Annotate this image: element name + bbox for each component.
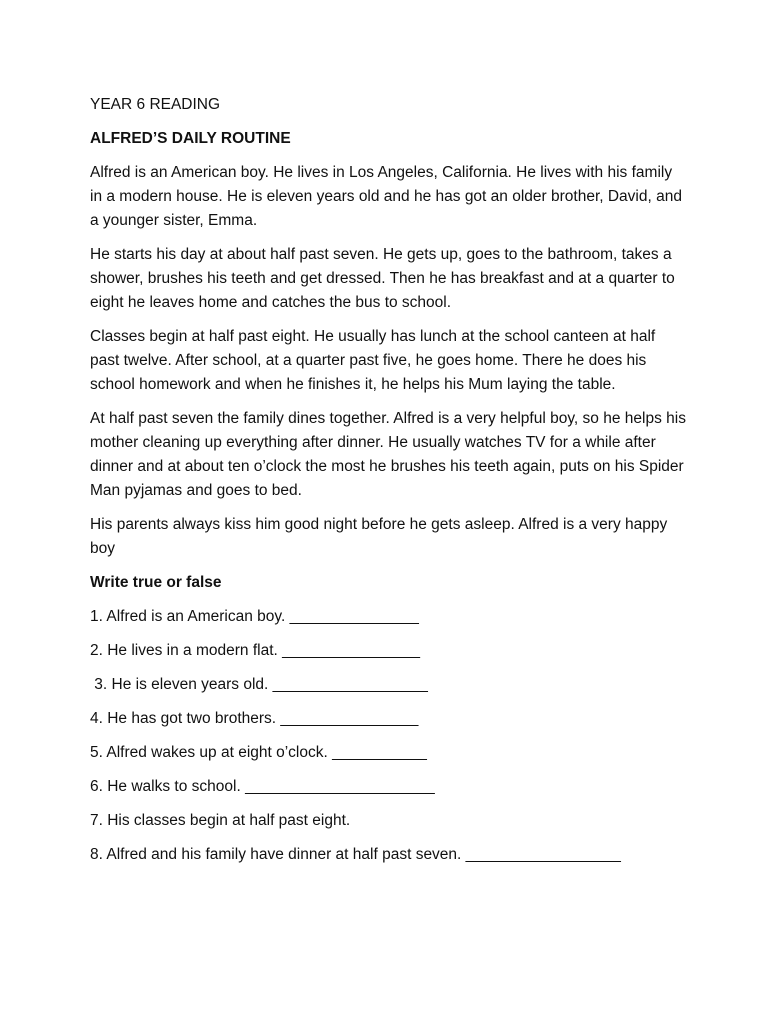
exercise-title: Write true or false [90, 574, 222, 591]
reading-title: ALFRED’S DAILY ROUTINE [90, 130, 291, 147]
question-5: 5. Alfred wakes up at eight o’clock. ___________ [90, 744, 427, 761]
paragraph-4: At half past seven the family dines together. Alfred is a very helpful boy, so he helps his mother cleaning up everything after dinner. He usually watches TV for a while after dinner and at about ten o’clock the most he brushes his teeth again, puts on his Spider Man pyjamas and goes to bed. [90, 410, 686, 499]
question-7: 7. His classes begin at half past eight. [90, 812, 351, 829]
question-8: 8. Alfred and his family have dinner at half past seven. __________________ [90, 846, 621, 863]
question-2: 2. He lives in a modern flat. ________________ [90, 642, 421, 659]
grade-label: YEAR 6 READING [90, 96, 221, 113]
question-4: 4. He has got two brothers. ________________ [90, 710, 419, 727]
question-3: 3. He is eleven years old. __________________ [90, 676, 428, 693]
question-1: 1. Alfred is an American boy. _______________ [90, 608, 419, 625]
paragraph-3: Classes begin at half past eight. He usually has lunch at the school canteen at half past twelve. After school, at a quarter past five, he goes home. There he does his school homework and when he finishes it, he helps his Mum laying the table. [90, 328, 656, 393]
question-6: 6. He walks to school. ______________________ [90, 778, 435, 795]
question-list [90, 605, 688, 867]
paragraph-5: His parents always kiss him good night before he gets asleep. Alfred is a very happy boy [90, 516, 668, 557]
paragraph-2: He starts his day at about half past seven. He gets up, goes to the bathroom, takes a shower, brushes his teeth and get dressed. Then he has breakfast and at a quarter to eight he leaves home and catches the bus to school. [90, 246, 675, 311]
paragraph-1: Alfred is an American boy. He lives in Los Angeles, California. He lives with his family in a modern house. He is eleven years old and he has got an older brother, David, and a younger sister, Emma. [90, 164, 682, 229]
